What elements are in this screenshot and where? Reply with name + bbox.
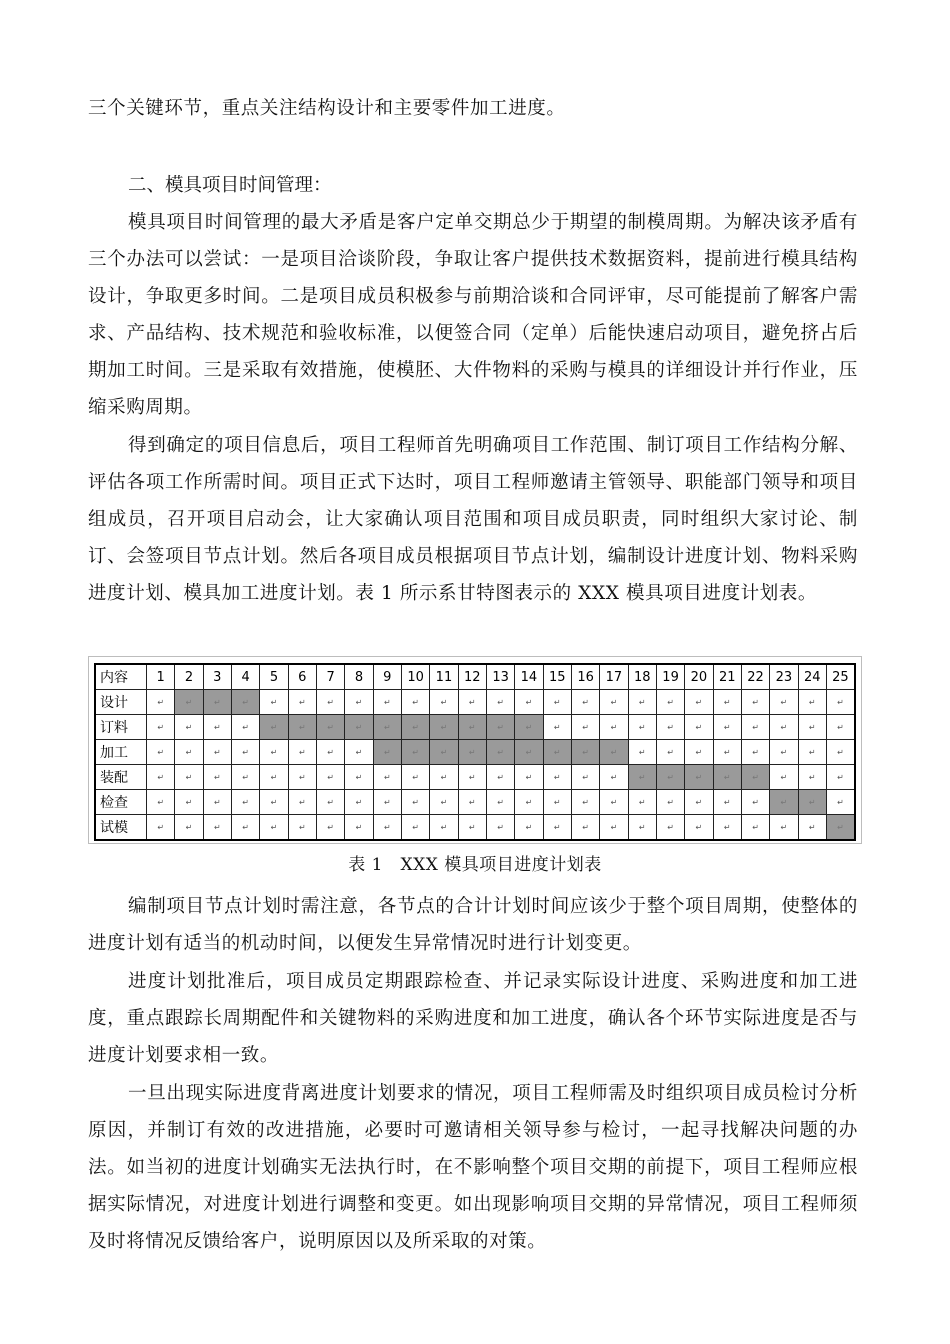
gantt-empty-cell: ↵ bbox=[260, 740, 288, 765]
paragraph-5: 一旦出现实际进度背离进度计划要求的情况，项目工程师需及时组织项目成员检讨分析原因，并制订有效的改进措施，必要时可邀请相关领导参与检讨，一起寻找解决问题的办法。如当初的进度计划确实无法执行时，在不影响整个项目交期的前提下，项目工程师应根据实际情况，对进度计划进行调整和变更。如出现影响项目交期的异常情况，项目工程师须及时将情况反馈给客户，说明原因以及所采取的对策。 bbox=[88, 1083, 858, 1252]
gantt-empty-cell: ↵ bbox=[486, 765, 514, 790]
gantt-empty-cell: ↵ bbox=[486, 690, 514, 715]
paragraph-0: 三个关键环节，重点关注结构设计和主要零件加工进度。 bbox=[88, 98, 566, 119]
gantt-bar-cell: ↵ bbox=[203, 690, 231, 715]
gantt-column-header: 19 bbox=[656, 664, 684, 690]
gantt-bar-cell: ↵ bbox=[373, 740, 401, 765]
gantt-empty-cell: ↵ bbox=[175, 765, 203, 790]
gantt-empty-cell: ↵ bbox=[316, 690, 344, 715]
gantt-empty-cell: ↵ bbox=[515, 690, 543, 715]
gantt-row-label: 检查 bbox=[95, 790, 147, 815]
gantt-column-header: 13 bbox=[486, 664, 514, 690]
gantt-empty-cell: ↵ bbox=[571, 790, 599, 815]
gantt-column-header: 20 bbox=[685, 664, 713, 690]
gantt-column-header: 22 bbox=[741, 664, 769, 690]
gantt-column-header: 11 bbox=[430, 664, 458, 690]
gantt-bar-cell: ↵ bbox=[571, 740, 599, 765]
gantt-empty-cell: ↵ bbox=[741, 740, 769, 765]
gantt-bar-cell: ↵ bbox=[401, 715, 429, 740]
gantt-empty-cell: ↵ bbox=[826, 690, 855, 715]
gantt-row-label: 装配 bbox=[95, 765, 147, 790]
gantt-empty-cell: ↵ bbox=[203, 815, 231, 841]
gantt-empty-cell: ↵ bbox=[203, 765, 231, 790]
gantt-empty-cell: ↵ bbox=[685, 690, 713, 715]
gantt-empty-cell: ↵ bbox=[628, 715, 656, 740]
gantt-empty-cell: ↵ bbox=[401, 790, 429, 815]
gantt-column-header: 5 bbox=[260, 664, 288, 690]
gantt-empty-cell: ↵ bbox=[515, 815, 543, 841]
gantt-empty-cell: ↵ bbox=[798, 715, 826, 740]
gantt-bar-cell: ↵ bbox=[458, 715, 486, 740]
gantt-empty-cell: ↵ bbox=[175, 790, 203, 815]
gantt-empty-cell: ↵ bbox=[543, 790, 571, 815]
gantt-row bbox=[95, 740, 855, 765]
gantt-empty-cell: ↵ bbox=[656, 790, 684, 815]
gantt-empty-cell: ↵ bbox=[147, 765, 175, 790]
gantt-empty-cell: ↵ bbox=[260, 815, 288, 841]
gantt-bar-cell: ↵ bbox=[458, 740, 486, 765]
gantt-empty-cell: ↵ bbox=[231, 715, 259, 740]
gantt-bar-cell: ↵ bbox=[656, 765, 684, 790]
gantt-column-header: 9 bbox=[373, 664, 401, 690]
gantt-row-label: 订料 bbox=[95, 715, 147, 740]
gantt-empty-cell: ↵ bbox=[316, 815, 344, 841]
gantt-bar-cell: ↵ bbox=[798, 790, 826, 815]
gantt-header-row bbox=[95, 664, 855, 690]
gantt-empty-cell: ↵ bbox=[147, 815, 175, 841]
gantt-empty-cell: ↵ bbox=[373, 790, 401, 815]
gantt-empty-cell: ↵ bbox=[770, 715, 798, 740]
gantt-empty-cell: ↵ bbox=[798, 765, 826, 790]
gantt-empty-cell: ↵ bbox=[713, 690, 741, 715]
gantt-empty-cell: ↵ bbox=[656, 740, 684, 765]
gantt-bar-cell: ↵ bbox=[231, 690, 259, 715]
gantt-column-header: 12 bbox=[458, 664, 486, 690]
gantt-bar-cell: ↵ bbox=[826, 815, 855, 841]
gantt-column-header: 24 bbox=[798, 664, 826, 690]
gantt-empty-cell: ↵ bbox=[600, 715, 628, 740]
gantt-empty-cell: ↵ bbox=[685, 790, 713, 815]
gantt-empty-cell: ↵ bbox=[401, 815, 429, 841]
gantt-empty-cell: ↵ bbox=[770, 765, 798, 790]
gantt-empty-cell: ↵ bbox=[515, 765, 543, 790]
gantt-bar-cell: ↵ bbox=[628, 765, 656, 790]
gantt-empty-cell: ↵ bbox=[316, 790, 344, 815]
gantt-column-header: 21 bbox=[713, 664, 741, 690]
gantt-column-header: 18 bbox=[628, 664, 656, 690]
gantt-bar-cell: ↵ bbox=[430, 740, 458, 765]
section-heading: 二、模具项目时间管理： bbox=[128, 175, 332, 196]
gantt-empty-cell: ↵ bbox=[713, 715, 741, 740]
paragraph-4: 进度计划批准后，项目成员定期跟踪检查、并记录实际设计进度、采购进度和加工进度，重点跟踪长周期配件和关键物料的采购进度和加工进度，确认各个环节实际进度是否与进度计划要求相一致。 bbox=[88, 971, 858, 1066]
table-caption: 表 1 XXX 模具项目进度计划表 bbox=[348, 855, 602, 875]
gantt-chart bbox=[88, 656, 862, 844]
gantt-empty-cell: ↵ bbox=[373, 765, 401, 790]
gantt-bar-cell: ↵ bbox=[600, 740, 628, 765]
paragraph-1: 模具项目时间管理的最大矛盾是客户定单交期总少于期望的制模周期。为解决该矛盾有三个办法可以尝试：一是项目洽谈阶段，争取让客户提供技术数据资料，提前进行模具结构设计，争取更多时间。二是项目成员积极参与前期洽谈和合同评审，尽可能提前了解客户需求、产品结构、技术规范和验收标准，以便签合同（定单）后能快速启动项目，避免挤占后期加工时间。三是采取有效措施，使模胚、大件物料的采购与模具的详细设计并行作业，压缩采购周期。 bbox=[88, 212, 858, 418]
gantt-empty-cell: ↵ bbox=[260, 765, 288, 790]
gantt-empty-cell: ↵ bbox=[401, 690, 429, 715]
gantt-empty-cell: ↵ bbox=[288, 815, 316, 841]
gantt-empty-cell: ↵ bbox=[685, 740, 713, 765]
gantt-empty-cell: ↵ bbox=[231, 740, 259, 765]
gantt-row bbox=[95, 715, 855, 740]
gantt-bar-cell: ↵ bbox=[288, 715, 316, 740]
gantt-bar-cell: ↵ bbox=[713, 765, 741, 790]
gantt-empty-cell: ↵ bbox=[147, 715, 175, 740]
gantt-empty-cell: ↵ bbox=[826, 715, 855, 740]
gantt-empty-cell: ↵ bbox=[260, 790, 288, 815]
gantt-empty-cell: ↵ bbox=[288, 690, 316, 715]
gantt-column-header: 14 bbox=[515, 664, 543, 690]
gantt-empty-cell: ↵ bbox=[826, 765, 855, 790]
gantt-empty-cell: ↵ bbox=[571, 765, 599, 790]
gantt-empty-cell: ↵ bbox=[345, 765, 373, 790]
gantt-empty-cell: ↵ bbox=[770, 740, 798, 765]
gantt-empty-cell: ↵ bbox=[798, 690, 826, 715]
gantt-empty-cell: ↵ bbox=[713, 790, 741, 815]
gantt-empty-cell: ↵ bbox=[685, 715, 713, 740]
gantt-empty-cell: ↵ bbox=[175, 815, 203, 841]
gantt-column-header: 8 bbox=[345, 664, 373, 690]
gantt-row-label: 加工 bbox=[95, 740, 147, 765]
gantt-column-header: 2 bbox=[175, 664, 203, 690]
gantt-column-header: 17 bbox=[600, 664, 628, 690]
gantt-empty-cell: ↵ bbox=[798, 740, 826, 765]
gantt-empty-cell: ↵ bbox=[458, 815, 486, 841]
gantt-column-header: 25 bbox=[826, 664, 855, 690]
gantt-empty-cell: ↵ bbox=[316, 765, 344, 790]
gantt-empty-cell: ↵ bbox=[260, 690, 288, 715]
gantt-bar-cell: ↵ bbox=[373, 715, 401, 740]
gantt-empty-cell: ↵ bbox=[430, 815, 458, 841]
gantt-empty-cell: ↵ bbox=[231, 815, 259, 841]
gantt-empty-cell: ↵ bbox=[543, 815, 571, 841]
gantt-empty-cell: ↵ bbox=[458, 765, 486, 790]
gantt-empty-cell: ↵ bbox=[486, 815, 514, 841]
gantt-table bbox=[94, 663, 856, 841]
gantt-empty-cell: ↵ bbox=[486, 790, 514, 815]
gantt-empty-cell: ↵ bbox=[373, 690, 401, 715]
gantt-column-header: 15 bbox=[543, 664, 571, 690]
gantt-empty-cell: ↵ bbox=[713, 740, 741, 765]
gantt-column-header: 4 bbox=[231, 664, 259, 690]
gantt-empty-cell: ↵ bbox=[656, 690, 684, 715]
gantt-bar-cell: ↵ bbox=[685, 765, 713, 790]
gantt-empty-cell: ↵ bbox=[231, 765, 259, 790]
gantt-empty-cell: ↵ bbox=[628, 815, 656, 841]
gantt-column-header: 1 bbox=[147, 664, 175, 690]
gantt-empty-cell: ↵ bbox=[345, 690, 373, 715]
gantt-bar-cell: ↵ bbox=[345, 715, 373, 740]
gantt-empty-cell: ↵ bbox=[288, 790, 316, 815]
gantt-empty-cell: ↵ bbox=[741, 690, 769, 715]
gantt-column-header: 3 bbox=[203, 664, 231, 690]
gantt-empty-cell: ↵ bbox=[685, 815, 713, 841]
gantt-empty-cell: ↵ bbox=[628, 740, 656, 765]
gantt-bar-cell: ↵ bbox=[741, 765, 769, 790]
gantt-empty-cell: ↵ bbox=[147, 690, 175, 715]
gantt-empty-cell: ↵ bbox=[175, 715, 203, 740]
gantt-empty-cell: ↵ bbox=[288, 765, 316, 790]
gantt-empty-cell: ↵ bbox=[543, 765, 571, 790]
gantt-bar-cell: ↵ bbox=[316, 715, 344, 740]
paragraph-2: 得到确定的项目信息后，项目工程师首先明确项目工作范围、制订项目工作结构分解、评估各项工作所需时间。项目正式下达时，项目工程师邀请主管领导、职能部门领导和项目组成员，召开项目启动会，让大家确认项目范围和项目成员职责，同时组织大家讨论、制订、会签项目节点计划。然后各项目成员根据项目节点计划，编制设计进度计划、物料采购进度计划、模具加工进度计划。表 1 所示系甘特图表示的 XXX 模具项目进度计划表。 bbox=[88, 435, 858, 604]
gantt-empty-cell: ↵ bbox=[571, 815, 599, 841]
paragraph-3: 编制项目节点计划时需注意，各节点的合计计划时间应该少于整个项目周期，使整体的进度计划有适当的机动时间，以便发生异常情况时进行计划变更。 bbox=[88, 896, 858, 954]
gantt-empty-cell: ↵ bbox=[458, 690, 486, 715]
gantt-empty-cell: ↵ bbox=[770, 815, 798, 841]
gantt-empty-cell: ↵ bbox=[656, 815, 684, 841]
gantt-empty-cell: ↵ bbox=[600, 790, 628, 815]
gantt-row bbox=[95, 690, 855, 715]
gantt-empty-cell: ↵ bbox=[571, 690, 599, 715]
gantt-column-header: 7 bbox=[316, 664, 344, 690]
gantt-empty-cell: ↵ bbox=[147, 740, 175, 765]
gantt-row-label: 试模 bbox=[95, 815, 147, 841]
gantt-empty-cell: ↵ bbox=[798, 815, 826, 841]
gantt-empty-cell: ↵ bbox=[600, 690, 628, 715]
gantt-empty-cell: ↵ bbox=[316, 740, 344, 765]
gantt-empty-cell: ↵ bbox=[826, 740, 855, 765]
gantt-bar-cell: ↵ bbox=[260, 715, 288, 740]
gantt-row bbox=[95, 765, 855, 790]
gantt-bar-cell: ↵ bbox=[401, 740, 429, 765]
gantt-empty-cell: ↵ bbox=[430, 765, 458, 790]
gantt-header-label: 内容 bbox=[95, 664, 147, 690]
gantt-empty-cell: ↵ bbox=[203, 740, 231, 765]
gantt-bar-cell: ↵ bbox=[486, 740, 514, 765]
gantt-empty-cell: ↵ bbox=[741, 815, 769, 841]
gantt-row bbox=[95, 790, 855, 815]
gantt-empty-cell: ↵ bbox=[741, 790, 769, 815]
gantt-empty-cell: ↵ bbox=[713, 815, 741, 841]
gantt-empty-cell: ↵ bbox=[543, 690, 571, 715]
gantt-row bbox=[95, 815, 855, 841]
gantt-empty-cell: ↵ bbox=[373, 815, 401, 841]
gantt-empty-cell: ↵ bbox=[600, 815, 628, 841]
gantt-empty-cell: ↵ bbox=[826, 790, 855, 815]
gantt-empty-cell: ↵ bbox=[458, 790, 486, 815]
gantt-empty-cell: ↵ bbox=[203, 715, 231, 740]
gantt-empty-cell: ↵ bbox=[656, 715, 684, 740]
gantt-column-header: 23 bbox=[770, 664, 798, 690]
gantt-empty-cell: ↵ bbox=[770, 690, 798, 715]
gantt-bar-cell: ↵ bbox=[175, 690, 203, 715]
gantt-column-header: 10 bbox=[401, 664, 429, 690]
gantt-column-header: 6 bbox=[288, 664, 316, 690]
gantt-empty-cell: ↵ bbox=[147, 790, 175, 815]
gantt-empty-cell: ↵ bbox=[741, 715, 769, 740]
gantt-empty-cell: ↵ bbox=[515, 790, 543, 815]
gantt-bar-cell: ↵ bbox=[430, 715, 458, 740]
gantt-bar-cell: ↵ bbox=[770, 790, 798, 815]
gantt-empty-cell: ↵ bbox=[345, 815, 373, 841]
gantt-bar-cell: ↵ bbox=[486, 715, 514, 740]
gantt-empty-cell: ↵ bbox=[288, 740, 316, 765]
gantt-empty-cell: ↵ bbox=[430, 690, 458, 715]
gantt-empty-cell: ↵ bbox=[628, 790, 656, 815]
gantt-bar-cell: ↵ bbox=[515, 715, 543, 740]
gantt-empty-cell: ↵ bbox=[430, 790, 458, 815]
gantt-empty-cell: ↵ bbox=[231, 790, 259, 815]
gantt-row-label: 设计 bbox=[95, 690, 147, 715]
gantt-bar-cell: ↵ bbox=[543, 740, 571, 765]
gantt-empty-cell: ↵ bbox=[345, 740, 373, 765]
gantt-empty-cell: ↵ bbox=[203, 790, 231, 815]
gantt-bar-cell: ↵ bbox=[515, 740, 543, 765]
gantt-empty-cell: ↵ bbox=[543, 715, 571, 740]
gantt-empty-cell: ↵ bbox=[401, 765, 429, 790]
gantt-empty-cell: ↵ bbox=[345, 790, 373, 815]
gantt-column-header: 16 bbox=[571, 664, 599, 690]
gantt-empty-cell: ↵ bbox=[175, 740, 203, 765]
gantt-empty-cell: ↵ bbox=[571, 715, 599, 740]
gantt-empty-cell: ↵ bbox=[600, 765, 628, 790]
gantt-empty-cell: ↵ bbox=[628, 690, 656, 715]
